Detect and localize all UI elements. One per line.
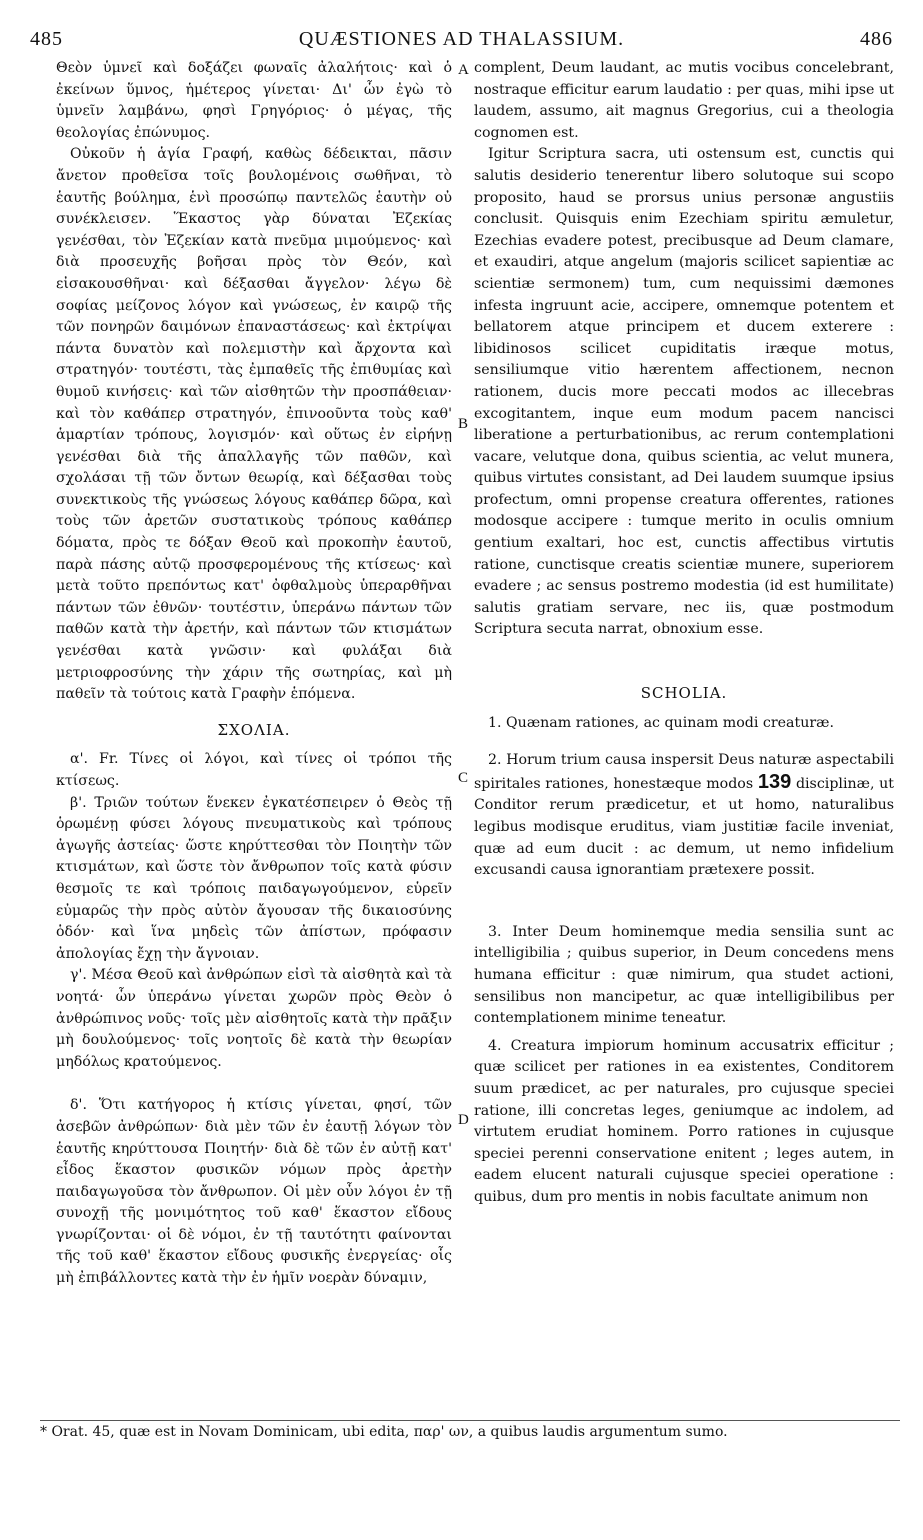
latin-scholion-1: 1. Quænam rationes, ac quinam modi creaturæ. xyxy=(488,714,834,731)
latin-scholion-3: 3. Inter Deum hominemque media sensilia sunt ac intelligibilia ; quibus superior, in Deum concedens mens humana efficitur : quæ nimirum, qua studet actioni, sensilibus non mancipetur, ac quæ intelligibilibus per contemplationem minime teneatur. xyxy=(474,923,894,1027)
latin-paragraph-2: Igitur Scriptura sacra, uti ostensum est, cunctis qui salutis desiderio tenerentur libero solutoque sui scopo proposito, haud se prorsus unius personæ angustiis conclusit. Quisquis enim Ezechiam spiritu æmuletur, Ezechias evadere potest, precibusque ad Deum clamare, et exaudiri, atque angelum (majoris scilicet sapientiæ ac scientiæ sermonem) tum, cum nequissimi dæmones infesta ingruunt acie, accipere, omnemque potentem et bellatorem atque principem et ducem exterere : libidinosos scilicet cupiditatis iræque motus, sensiliumque vitio hærentem affectionem, necnon rationem, ducis more peccati modos ac illecebras excogitantem, inque eum modum pacem nancisci liberatione a perturbationibus, ac rerum contemplationi vacare, velutque dona, quibus scientia, ac velut munera, quibus virtutes consistant, ad Dei laudem suumque ipsius profectum, omni propense creatura offerentes, rationes modosque accipere : tumque merito in oculis omnium gentium exaltari, hoc est, cunctis affectibus virtutis ratione, cunctisque creatis scientiæ munere, superiorem evadere ; ac sensus postremo modestia (id est humilitate) salutis gratiam servare, nec iis, quæ postmodum Scriptura secuta narrat, obnoxium esse. xyxy=(474,146,894,638)
running-title: QUÆSTIONES AD THALASSIUM. xyxy=(298,28,625,50)
greek-scholion-3: γ'. Μέσα Θεοῦ καὶ ἀνθρώπων εἰσὶ τὰ αἰσθητὰ καὶ τὰ νοητά· ὧν ὑπεράνω γίνεται χωρῶν πρὸς Θεὸν ὁ ἀνθρώπινος νοῦς· τοῖς μὲν αἰσθητοῖς κατὰ τὴν πρᾶξιν μὴ δουλούμενος· τοῖς νοητοῖς δὲ κατὰ τὴν θεωρίαν μηδόλως κρατούμενος. xyxy=(56,967,452,1070)
side-mark-b: B xyxy=(458,416,469,432)
side-mark-c: C xyxy=(458,770,469,786)
greek-scholion-4: δ'. Ὅτι κατήγορος ἡ κτίσις γίνεται, φησί, τῶν ἀσεβῶν ἀνθρώπων· διὰ μὲν τῶν ἐν ἑαυτῇ λόγων τὸν ἑαυτῆς κηρύττουσα Ποιητήν· διὰ δὲ τῶν ἐν αὐτῇ κατ' εἶδος ἕκαστον φυσικῶν νόμων πρὸς ἀρετὴν παιδαγωγοῦσα τὸν ἄνθρωπον. Οἱ μὲν οὖν λόγοι ἐν τῇ συνοχῇ τῆς μονιμότητος τοῦ καθ' ἕκαστον εἴδους γνωρίζονται· οἱ δὲ νόμοι, ἐν τῇ ταυτότητι φαίνονται τῆς τοῦ καθ' ἕκαστον εἴδους φυσικῆς ἐνεργείας· οἷς μὴ ἐπιβάλλοντες κατὰ τὴν ἐν ἡμῖν νοερὰν δύναμιν, xyxy=(56,1097,452,1287)
side-mark-d: D xyxy=(458,1112,469,1128)
latin-scholion-4: 4. Creatura impiorum hominum accusatrix efficitur ; quæ scilicet per rationes in ea existentes, Conditorem suum prædicet, ac per naturales, pro cujusque speciei ratione, illi concretas leges, geniumque ac indolem, ad virtutem erudiat hominem. Porro rationes in cujusque speciei perenni conservatione enitent ; leges autem, in eadem elucent naturali cujusque speciei operatione : quibus, dum pro mentis in nobis facultate animum non xyxy=(474,1037,894,1205)
page-number-left: 485 xyxy=(30,28,63,50)
greek-scholion-1: α'. Fr. Τίνες οἱ λόγοι, καὶ τίνες οἱ τρόποι τῆς κτίσεως. xyxy=(56,751,452,789)
latin-column xyxy=(474,58,894,1209)
running-head xyxy=(30,28,893,52)
latin-scholion-2 xyxy=(474,750,894,882)
footnote: * Orat. 45, quæ est in Novam Dominicam, ubi edita, παρ' ων, a quibus laudis argumentum sumo. xyxy=(40,1424,728,1440)
greek-scholion-2: β'. Τριῶν τούτων ἕνεκεν ἐγκατέσπειρεν ὁ Θεὸς τῇ ὁρωμένῃ φύσει λόγους πνευματικοὺς καὶ τρόπους ἀγωγῆς ἀστείας· ὥστε κηρύττεσθαι τὸν Ποιητὴν τῶν κτισμάτων, καὶ ὥστε τὸν ἄνθρωπον τοῖς κατὰ φύσιν θεσμοῖς τε καὶ τρόποις παιδαγωγούμενον, εὑρεῖν εὐμαρῶς τὴν πρὸς αὐτὸν ἄγουσαν τῆς δικαιοσύνης ὁδόν· καὶ ἵνα μηδεὶς τῶν ἀπίστων, πρόφασιν ἀπολογίας ἔχῃ τὴν ἄγνοιαν. xyxy=(56,794,452,962)
footnote-rule xyxy=(40,1420,900,1421)
latin-scholion-2-end: disciplinæ, ut Conditor rerum prædicetur, et ut homo, naturalibus legibus modisque eruditus, viam justitiæ facile inveniat, quæ ad eum ducit : ac demum, ut nemo infidelium excusandi causa ignorantiam prætexere possit. xyxy=(474,775,895,879)
side-mark-a: A xyxy=(458,62,469,78)
greek-paragraph-1: Θεὸν ὑμνεῖ καὶ δοξάζει φωναῖς ἀλαλήτοις· καὶ ὁ ἐκείνων ὕμνος, ἡμέτερος γίνεται· Δι' ὧν ἐγὼ τὸ ὑμνεῖν λαμβάνω, φησὶ Γρηγόριος· ὁ μέγας, τῆς θεολογίας ἐπώνυμος. xyxy=(56,60,452,141)
greek-paragraph-2: Οὐκοῦν ἡ ἁγία Γραφή, καθὼς δέδεικται, πᾶσιν ἄνετον προθεῖσα τοῖς βουλομένοις σωθῆναι, τὸ ἑαυτῆς βούλημα, ἑνὶ προσώπῳ παντελῶς ἑαυτὴν οὐ συνέκλεισεν. Ἕκαστος γὰρ δύναται Ἐζεκίας γενέσθαι, τὸν Ἐζεκίαν κατὰ πνεῦμα μιμούμενος· καὶ διὰ προσευχῆς βοῆσαι πρὸς τὸν Θεόν, καὶ εἰσακουσθῆναι· καὶ δέξασθαι ἄγγελον· λέγω δὲ σοφίας μείζονος λόγον καὶ γνώσεως, ἐν καιρῷ τῆς τῶν πονηρῶν δαιμόνων ἐπαναστάσεως· καὶ ἐκτρίψαι πάντα δυνατὸν καὶ πολεμιστὴν καὶ ἄρχοντα καὶ στρατηγόν· τουτέστι, τὰς ἐμπαθεῖς τῆς ἐπιθυμίας καὶ θυμοῦ κινήσεις· καὶ τῶν αἰσθητῶν τὴν προσπάθειαν· καὶ τὸν καθάπερ στρατηγόν, ἐπινοοῦντα τοὺς καθ' ἁμαρτίαν τρόπους, λογισμόν· καὶ οὕτως ἐν εἰρήνῃ γενέσθαι διὰ τῆς ἀπαλλαγῆς τῶν παθῶν, καὶ σχολάσαι τῇ τῶν ὄντων θεωρίᾳ, καὶ δέξασθαι τοὺς συνεκτικοὺς τῆς γνώσεως λόγους καθάπερ δῶρα, καὶ τοὺς τῶν ἀρετῶν συστατικοὺς τρόπους καθάπερ δόματα, πρὸς τε δόξαν Θεοῦ καὶ προκοπὴν ἑαυτοῦ, παρὰ πάσης αὐτῷ προσφερομένους τῆς κτίσεως· καὶ μετὰ τοῦτο πρεπόντως κατ' ὀφθαλμοὺς ὑπεραρθῆναι πάντων τῶν ἐθνῶν· τουτέστιν, ὑπεράνω πάντων τῶν παθῶν κατὰ τὴν ἀρετήν, καὶ πάντων τῶν κτισμάτων γενέσθαι κατὰ γνῶσιν· καὶ φυλάξαι διὰ μετριοφροσύνης τὴν χάριν τῆς σωτηρίας, καὶ μὴ παθεῖν τὰ τούτοις κατὰ Γραφὴν ἑπόμενα. xyxy=(56,146,452,703)
greek-column xyxy=(56,58,452,1290)
greek-scholia-heading: ΣΧΟΛΙΑ. xyxy=(217,720,291,739)
page-number-right: 486 xyxy=(860,28,893,50)
margin-page-number: 139 xyxy=(757,770,792,793)
latin-scholia-heading: SCHOLIA. xyxy=(640,684,728,703)
latin-scholion-2-start: 2. Horum trium causa inspersit Deus naturæ aspectabili spiritales rationes, honestæque modos xyxy=(474,752,894,792)
latin-paragraph-1: complent, Deum laudant, ac mutis vocibus concelebrant, nostraque efficitur earum laudatio : per quas, mihi ipse ut laudem, assumo, ait magnus Gregorius, cui a theologia cognomen est. xyxy=(474,60,894,141)
